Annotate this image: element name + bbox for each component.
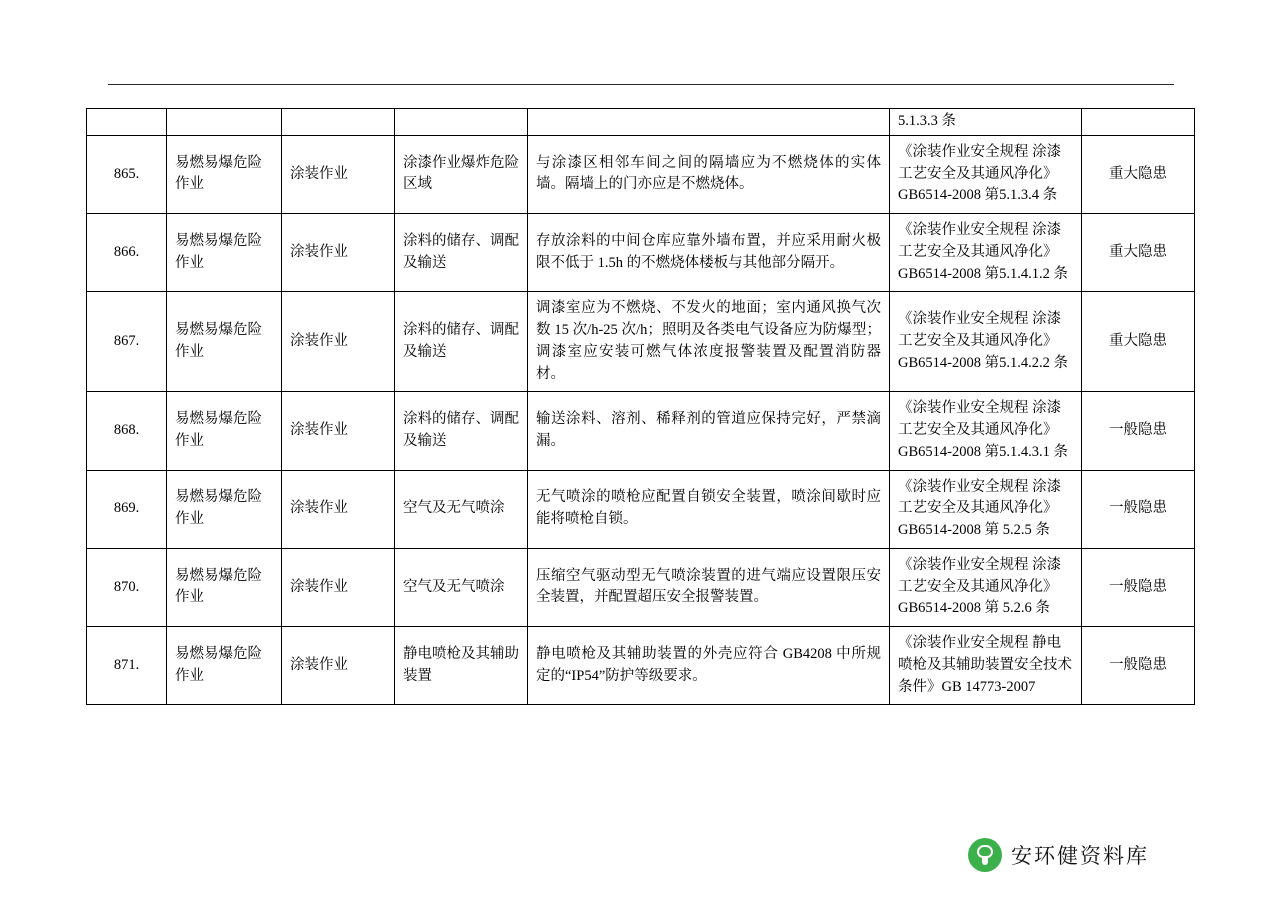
- cell-operation: 涂装作业: [282, 214, 395, 292]
- table-row: [87, 627, 1195, 705]
- cell-number: 867.: [87, 292, 167, 392]
- cell-area: 涂料的储存、调配及输送: [395, 214, 528, 292]
- cell-description: 存放涂料的中间仓库应靠外墙布置，并应采用耐火极限不低于 1.5h 的不燃烧体楼板与其他部分隔开。: [528, 214, 890, 292]
- cell-operation: 涂装作业: [282, 470, 395, 548]
- cell-standard: 《涂装作业安全规程 涂漆工艺安全及其通风净化》GB6514-2008 第 5.2.5 条: [890, 470, 1082, 548]
- cell-number: 871.: [87, 627, 167, 705]
- cell-area: 涂漆作业爆炸危险区域: [395, 135, 528, 213]
- cell-area: 涂料的储存、调配及输送: [395, 392, 528, 470]
- cell-description: 输送涂料、溶剂、稀释剂的管道应保持完好，严禁滴漏。: [528, 392, 890, 470]
- cell-level: 重大隐患: [1082, 135, 1195, 213]
- cell-category: 易燃易爆危险作业: [167, 214, 282, 292]
- cell-level: 一般隐患: [1082, 470, 1195, 548]
- cell-category: 易燃易爆危险作业: [167, 627, 282, 705]
- cell-level: 一般隐患: [1082, 392, 1195, 470]
- cell-category: 易燃易爆危险作业: [167, 392, 282, 470]
- watermark-text: 安环健资料库: [1011, 845, 1149, 868]
- cell-standard: 《涂装作业安全规程 涂漆工艺安全及其通风净化》GB6514-2008 第5.1.3.4 条: [890, 135, 1082, 213]
- cell-number: 870.: [87, 548, 167, 626]
- cell-level: 一般隐患: [1082, 627, 1195, 705]
- cell-area: [395, 109, 528, 136]
- cell-standard: 《涂装作业安全规程 涂漆工艺安全及其通风净化》GB6514-2008 第5.1.4.1.2 条: [890, 214, 1082, 292]
- cell-area: 空气及无气喷涂: [395, 548, 528, 626]
- cell-number: 865.: [87, 135, 167, 213]
- header-rule: [108, 84, 1174, 85]
- cell-category: 易燃易爆危险作业: [167, 548, 282, 626]
- table-row: [87, 392, 1195, 470]
- cell-description: 静电喷枪及其辅助装置的外壳应符合 GB4208 中所规定的“IP54”防护等级要求。: [528, 627, 890, 705]
- cell-operation: 涂装作业: [282, 548, 395, 626]
- cell-area: 静电喷枪及其辅助装置: [395, 627, 528, 705]
- cell-number: 869.: [87, 470, 167, 548]
- cell-standard: 《涂装作业安全规程 涂漆工艺安全及其通风净化》GB6514-2008 第5.1.4.3.1 条: [890, 392, 1082, 470]
- cell-description: 调漆室应为不燃烧、不发火的地面；室内通风换气次数 15 次/h-25 次/h；照明及各类电气设备应为防爆型；调漆室应安装可燃气体浓度报警装置及配置消防器材。: [528, 292, 890, 392]
- cell-area: 空气及无气喷涂: [395, 470, 528, 548]
- cell-standard: 《涂装作业安全规程 涂漆工艺安全及其通风净化》GB6514-2008 第5.1.4.2.2 条: [890, 292, 1082, 392]
- umbrella-icon: [968, 838, 1002, 872]
- cell-description: 与涂漆区相邻车间之间的隔墙应为不燃烧体的实体墙。隔墙上的门亦应是不燃烧体。: [528, 135, 890, 213]
- cell-description: [528, 109, 890, 136]
- table-row: [87, 470, 1195, 548]
- cell-level: 一般隐患: [1082, 548, 1195, 626]
- cell-category: [167, 109, 282, 136]
- watermark-logo: [968, 838, 1149, 872]
- cell-operation: 涂装作业: [282, 292, 395, 392]
- cell-area: 涂料的储存、调配及输送: [395, 292, 528, 392]
- cell-number: [87, 109, 167, 136]
- cell-number: 866.: [87, 214, 167, 292]
- table-row: [87, 548, 1195, 626]
- hazard-table: [86, 108, 1195, 705]
- table-row: [87, 214, 1195, 292]
- cell-description: 无气喷涂的喷枪应配置自锁安全装置，喷涂间歇时应能将喷枪自锁。: [528, 470, 890, 548]
- cell-category: 易燃易爆危险作业: [167, 292, 282, 392]
- cell-description: 压缩空气驱动型无气喷涂装置的进气端应设置限压安全装置，并配置超压安全报警装置。: [528, 548, 890, 626]
- cell-level: 重大隐患: [1082, 292, 1195, 392]
- cell-operation: 涂装作业: [282, 135, 395, 213]
- cell-level: 重大隐患: [1082, 214, 1195, 292]
- cell-number: 868.: [87, 392, 167, 470]
- table-body: [87, 109, 1195, 705]
- table-row: [87, 135, 1195, 213]
- table-row-continued: [87, 109, 1195, 136]
- cell-level: [1082, 109, 1195, 136]
- cell-standard: 《涂装作业安全规程 静电喷枪及其辅助装置安全技术条件》GB 14773-2007: [890, 627, 1082, 705]
- cell-operation: 涂装作业: [282, 392, 395, 470]
- cell-operation: [282, 109, 395, 136]
- cell-standard: 《涂装作业安全规程 涂漆工艺安全及其通风净化》GB6514-2008 第 5.2.6 条: [890, 548, 1082, 626]
- cell-operation: 涂装作业: [282, 627, 395, 705]
- cell-standard: 5.1.3.3 条: [890, 109, 1082, 136]
- cell-category: 易燃易爆危险作业: [167, 470, 282, 548]
- table-row: [87, 292, 1195, 392]
- cell-category: 易燃易爆危险作业: [167, 135, 282, 213]
